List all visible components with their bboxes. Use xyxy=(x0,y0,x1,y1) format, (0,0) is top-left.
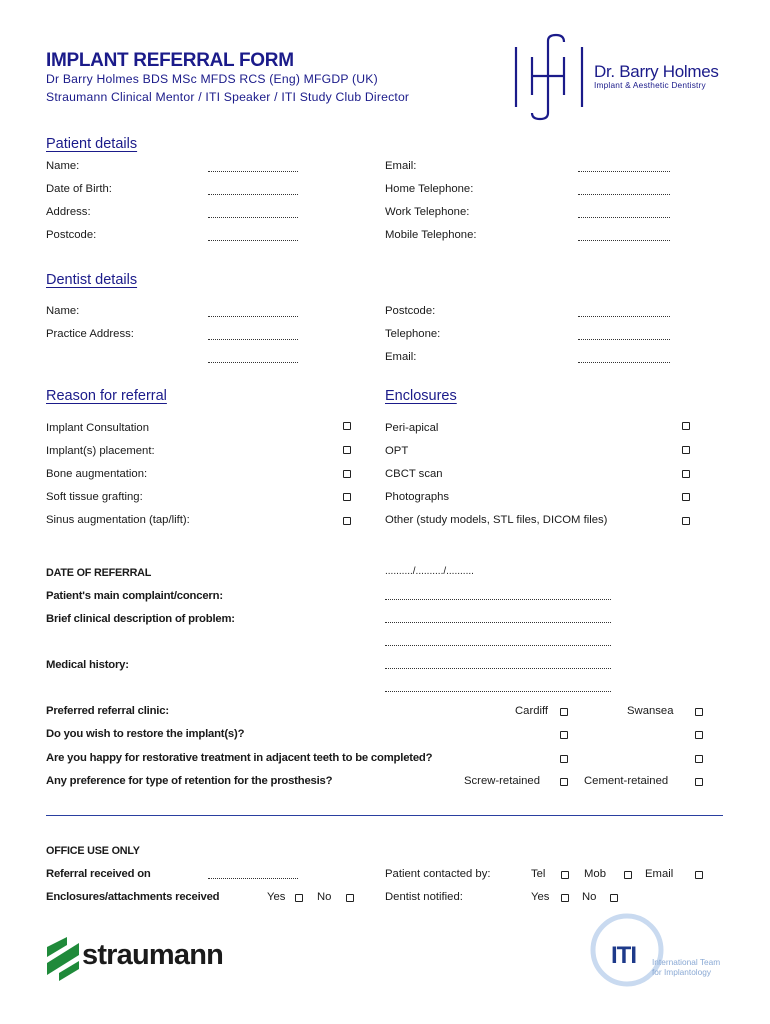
patient-postcode-label: Postcode: xyxy=(46,229,97,241)
reason-checkbox-bone-augmentation[interactable] xyxy=(343,470,351,478)
enclosure-checkbox-other[interactable] xyxy=(682,517,690,525)
patient-address-label: Address: xyxy=(46,206,91,218)
reason-heading: Reason for referral xyxy=(46,388,167,404)
patient-email-label: Email: xyxy=(385,160,417,172)
adjacent-teeth-label: Are you happy for restorative treatment in adjacent teeth to be completed? xyxy=(46,752,433,764)
reason-checkbox-implant-consultation[interactable] xyxy=(343,422,351,430)
reason-item: Sinus augmentation (tap/lift): xyxy=(46,514,190,526)
enclosures-yes-label: Yes xyxy=(267,891,286,903)
enclosure-checkbox-peri-apical[interactable] xyxy=(682,422,690,430)
patient-home-tel-label: Home Telephone: xyxy=(385,183,474,195)
contacted-email-label: Email xyxy=(645,868,674,880)
iti-tagline xyxy=(652,958,720,977)
form-title: IMPLANT REFERRAL FORM xyxy=(46,50,294,71)
screw-retained-label: Screw-retained xyxy=(464,775,540,787)
notified-yes-checkbox[interactable] xyxy=(561,894,569,902)
patient-work-tel-field[interactable] xyxy=(578,217,670,218)
doctor-credentials: Dr Barry Holmes BDS MSc MFDS RCS (Eng) MFGDP (UK) xyxy=(46,72,378,86)
patient-work-tel-label: Work Telephone: xyxy=(385,206,470,218)
retention-label: Any preference for type of retention for the prosthesis? xyxy=(46,775,333,787)
enclosure-checkbox-cbct[interactable] xyxy=(682,470,690,478)
dentist-practice-address-label: Practice Address: xyxy=(46,328,134,340)
reason-checkbox-implant-placement[interactable] xyxy=(343,446,351,454)
patient-name-label: Name: xyxy=(46,160,80,172)
contacted-tel-label: Tel xyxy=(531,868,546,880)
contacted-mob-checkbox[interactable] xyxy=(624,871,632,879)
restore-implants-checkbox-1[interactable] xyxy=(560,731,568,739)
enclosures-yes-checkbox[interactable] xyxy=(295,894,303,902)
notified-no-label: No xyxy=(582,891,597,903)
restore-implants-label: Do you wish to restore the implant(s)? xyxy=(46,728,245,740)
dentist-postcode-field[interactable] xyxy=(578,316,670,317)
dentist-notified-label: Dentist notified: xyxy=(385,891,463,903)
contacted-mob-label: Mob xyxy=(584,868,606,880)
patient-dob-label: Date of Birth: xyxy=(46,183,112,195)
dentist-practice-address-field-2[interactable] xyxy=(208,362,298,363)
dentist-name-field[interactable] xyxy=(208,316,298,317)
iti-tagline-line2: for Implantology xyxy=(652,966,712,977)
enclosure-item: Other (study models, STL files, DICOM files) xyxy=(385,514,608,526)
clinic-cardiff-checkbox[interactable] xyxy=(560,708,568,716)
patient-details-heading: Patient details xyxy=(46,136,138,152)
straumann-logo-icon xyxy=(45,937,81,981)
dentist-telephone-label: Telephone: xyxy=(385,328,441,340)
logo-name: Dr. Barry Holmes xyxy=(594,62,719,81)
straumann-wordmark: straumann xyxy=(82,939,224,971)
dentist-email-field[interactable] xyxy=(578,362,670,363)
enclosures-no-label: No xyxy=(317,891,332,903)
medical-history-field[interactable] xyxy=(385,668,611,669)
enclosures-no-checkbox[interactable] xyxy=(346,894,354,902)
enclosure-item: CBCT scan xyxy=(385,468,443,480)
section-divider xyxy=(46,815,723,816)
clinical-description-field[interactable] xyxy=(385,622,611,623)
clinic-cardiff-label: Cardiff xyxy=(515,705,549,717)
reason-item: Implant Consultation xyxy=(46,422,149,434)
patient-contacted-label: Patient contacted by: xyxy=(385,868,491,880)
contacted-tel-checkbox[interactable] xyxy=(561,871,569,879)
clinical-description-label: Brief clinical description of problem: xyxy=(46,613,235,625)
clinic-swansea-checkbox[interactable] xyxy=(695,708,703,716)
referral-received-label: Referral received on xyxy=(46,868,151,880)
restore-implants-checkbox-2[interactable] xyxy=(695,731,703,739)
dentist-details-heading: Dentist details xyxy=(46,272,138,288)
reason-checkbox-sinus[interactable] xyxy=(343,517,351,525)
enclosure-item: Peri-apical xyxy=(385,422,439,434)
bh-monogram-icon xyxy=(512,33,588,121)
enclosure-item: OPT xyxy=(385,445,409,457)
medical-history-label: Medical history: xyxy=(46,659,129,671)
preferred-clinic-label: Preferred referral clinic: xyxy=(46,705,169,717)
cement-retained-label: Cement-retained xyxy=(584,775,669,787)
date-of-referral-field[interactable]: ........../........../.......... xyxy=(385,566,474,577)
patient-postcode-field[interactable] xyxy=(208,240,298,241)
enclosures-heading: Enclosures xyxy=(385,388,457,404)
clinical-description-field-2[interactable] xyxy=(385,645,611,646)
patient-home-tel-field[interactable] xyxy=(578,194,670,195)
patient-name-field[interactable] xyxy=(208,171,298,172)
reason-item: Implant(s) placement: xyxy=(46,445,155,457)
iti-tagline-line1: International Team xyxy=(652,957,721,967)
patient-address-field[interactable] xyxy=(208,217,298,218)
patient-mobile-tel-label: Mobile Telephone: xyxy=(385,229,477,241)
dentist-postcode-label: Postcode: xyxy=(385,305,436,317)
reason-checkbox-soft-tissue[interactable] xyxy=(343,493,351,501)
patient-email-field[interactable] xyxy=(578,171,670,172)
cement-retained-checkbox[interactable] xyxy=(695,778,703,786)
enclosure-checkbox-photographs[interactable] xyxy=(682,493,690,501)
doctor-roles: Straumann Clinical Mentor / ITI Speaker / ITI Study Club Director xyxy=(46,90,410,104)
dentist-name-label: Name: xyxy=(46,305,80,317)
date-of-referral-label: DATE OF REFERRAL xyxy=(46,567,152,579)
iti-wordmark: ITI xyxy=(611,942,636,969)
clinic-swansea-label: Swansea xyxy=(627,705,674,717)
enclosures-received-label: Enclosures/attachments received xyxy=(46,891,220,903)
main-complaint-label: Patient's main complaint/concern: xyxy=(46,590,223,602)
medical-history-field-2[interactable] xyxy=(385,691,611,692)
adjacent-teeth-checkbox-2[interactable] xyxy=(695,755,703,763)
reason-item: Soft tissue grafting: xyxy=(46,491,143,503)
adjacent-teeth-checkbox-1[interactable] xyxy=(560,755,568,763)
enclosure-checkbox-opt[interactable] xyxy=(682,446,690,454)
logo-tagline: Implant & Aesthetic Dentistry xyxy=(594,80,706,90)
notified-no-checkbox[interactable] xyxy=(610,894,618,902)
dentist-practice-address-field[interactable] xyxy=(208,339,298,340)
patient-mobile-tel-field[interactable] xyxy=(578,240,670,241)
enclosure-item: Photographs xyxy=(385,491,450,503)
screw-retained-checkbox[interactable] xyxy=(560,778,568,786)
reason-item: Bone augmentation: xyxy=(46,468,148,480)
notified-yes-label: Yes xyxy=(531,891,550,903)
contacted-email-checkbox[interactable] xyxy=(695,871,703,879)
referral-received-field[interactable] xyxy=(208,878,298,879)
patient-dob-field[interactable] xyxy=(208,194,298,195)
office-use-heading: OFFICE USE ONLY xyxy=(46,845,140,857)
dentist-telephone-field[interactable] xyxy=(578,339,670,340)
dentist-email-label: Email: xyxy=(385,351,417,363)
main-complaint-field[interactable] xyxy=(385,599,611,600)
